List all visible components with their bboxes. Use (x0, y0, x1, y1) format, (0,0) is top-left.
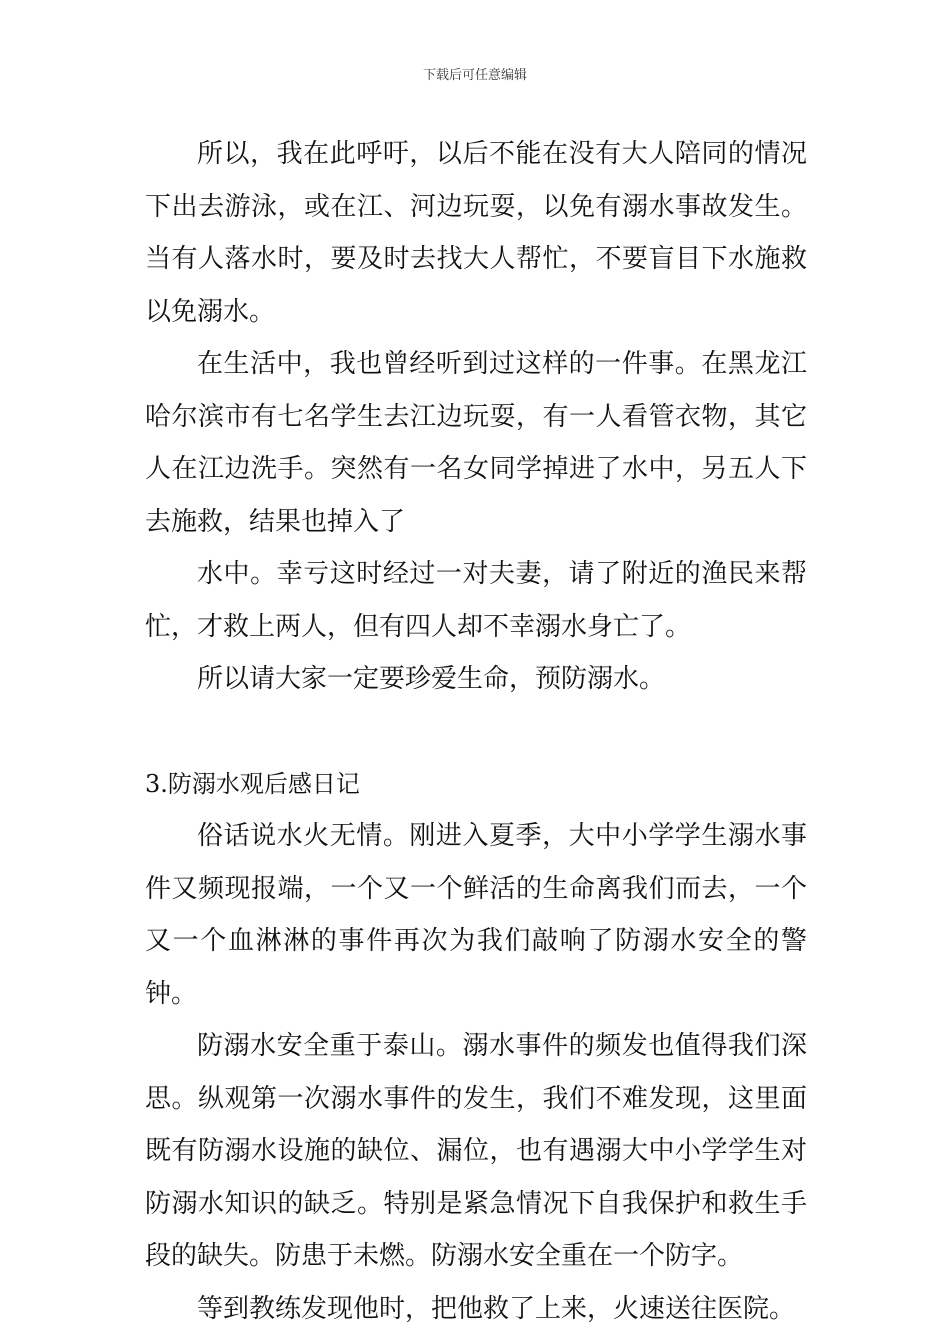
paragraph-call-to-action: 所以，我在此呼吁，以后不能在没有大人陪同的情况下出去游泳，或在江、河边玩耍，以免有溺水事故发生。当有人落水时，要及时去找大人帮忙，不要盲目下水施救以免溺水。 (145, 139, 807, 327)
paragraph-harbin-story: 在生活中，我也曾经听到过这样的一件事。在黑龙江哈尔滨市有七名学生去江边玩耍，有一人看管衣物，其它人在江边洗手。突然有一名女同学掉进了水中，另五人下去施救，结果也掉入了 (145, 349, 807, 537)
paragraph-water-fire-merciless: 俗话说水火无情。刚进入夏季，大中小学学生溺水事件又频现报端，一个又一个鲜活的生命离我们而去，一个又一个血淋淋的事件再次为我们敲响了防溺水安全的警钟。 (145, 821, 807, 1009)
page-header-note: 下载后可任意编辑 (422, 68, 527, 83)
paragraph-safety-reflection: 防溺水安全重于泰山。溺水事件的频发也值得我们深思。纵观第一次溺水事件的发生，我们不难发现，这里面既有防溺水设施的缺位、漏位，也有遇溺大中小学学生对防溺水知识的缺乏。特别是紧急情况下自我保护和救生手段的缺失。防患于未燃。防溺水安全重在一个防字。 (145, 1031, 807, 1271)
document-body (145, 128, 807, 1335)
paragraph-coach-rescue: 等到教练发现他时，把他救了上来，火速送往医院。 (197, 1293, 796, 1324)
paragraph-rescue-outcome: 水中。幸亏这时经过一对夫妻，请了附近的渔民来帮忙，才救上两人，但有四人却不幸溺水身亡了。 (145, 559, 807, 642)
paragraph-cherish-life: 所以请大家一定要珍爱生命，预防溺水。 (197, 664, 666, 694)
section-heading: 3.防溺水观后感日记 (145, 769, 360, 798)
